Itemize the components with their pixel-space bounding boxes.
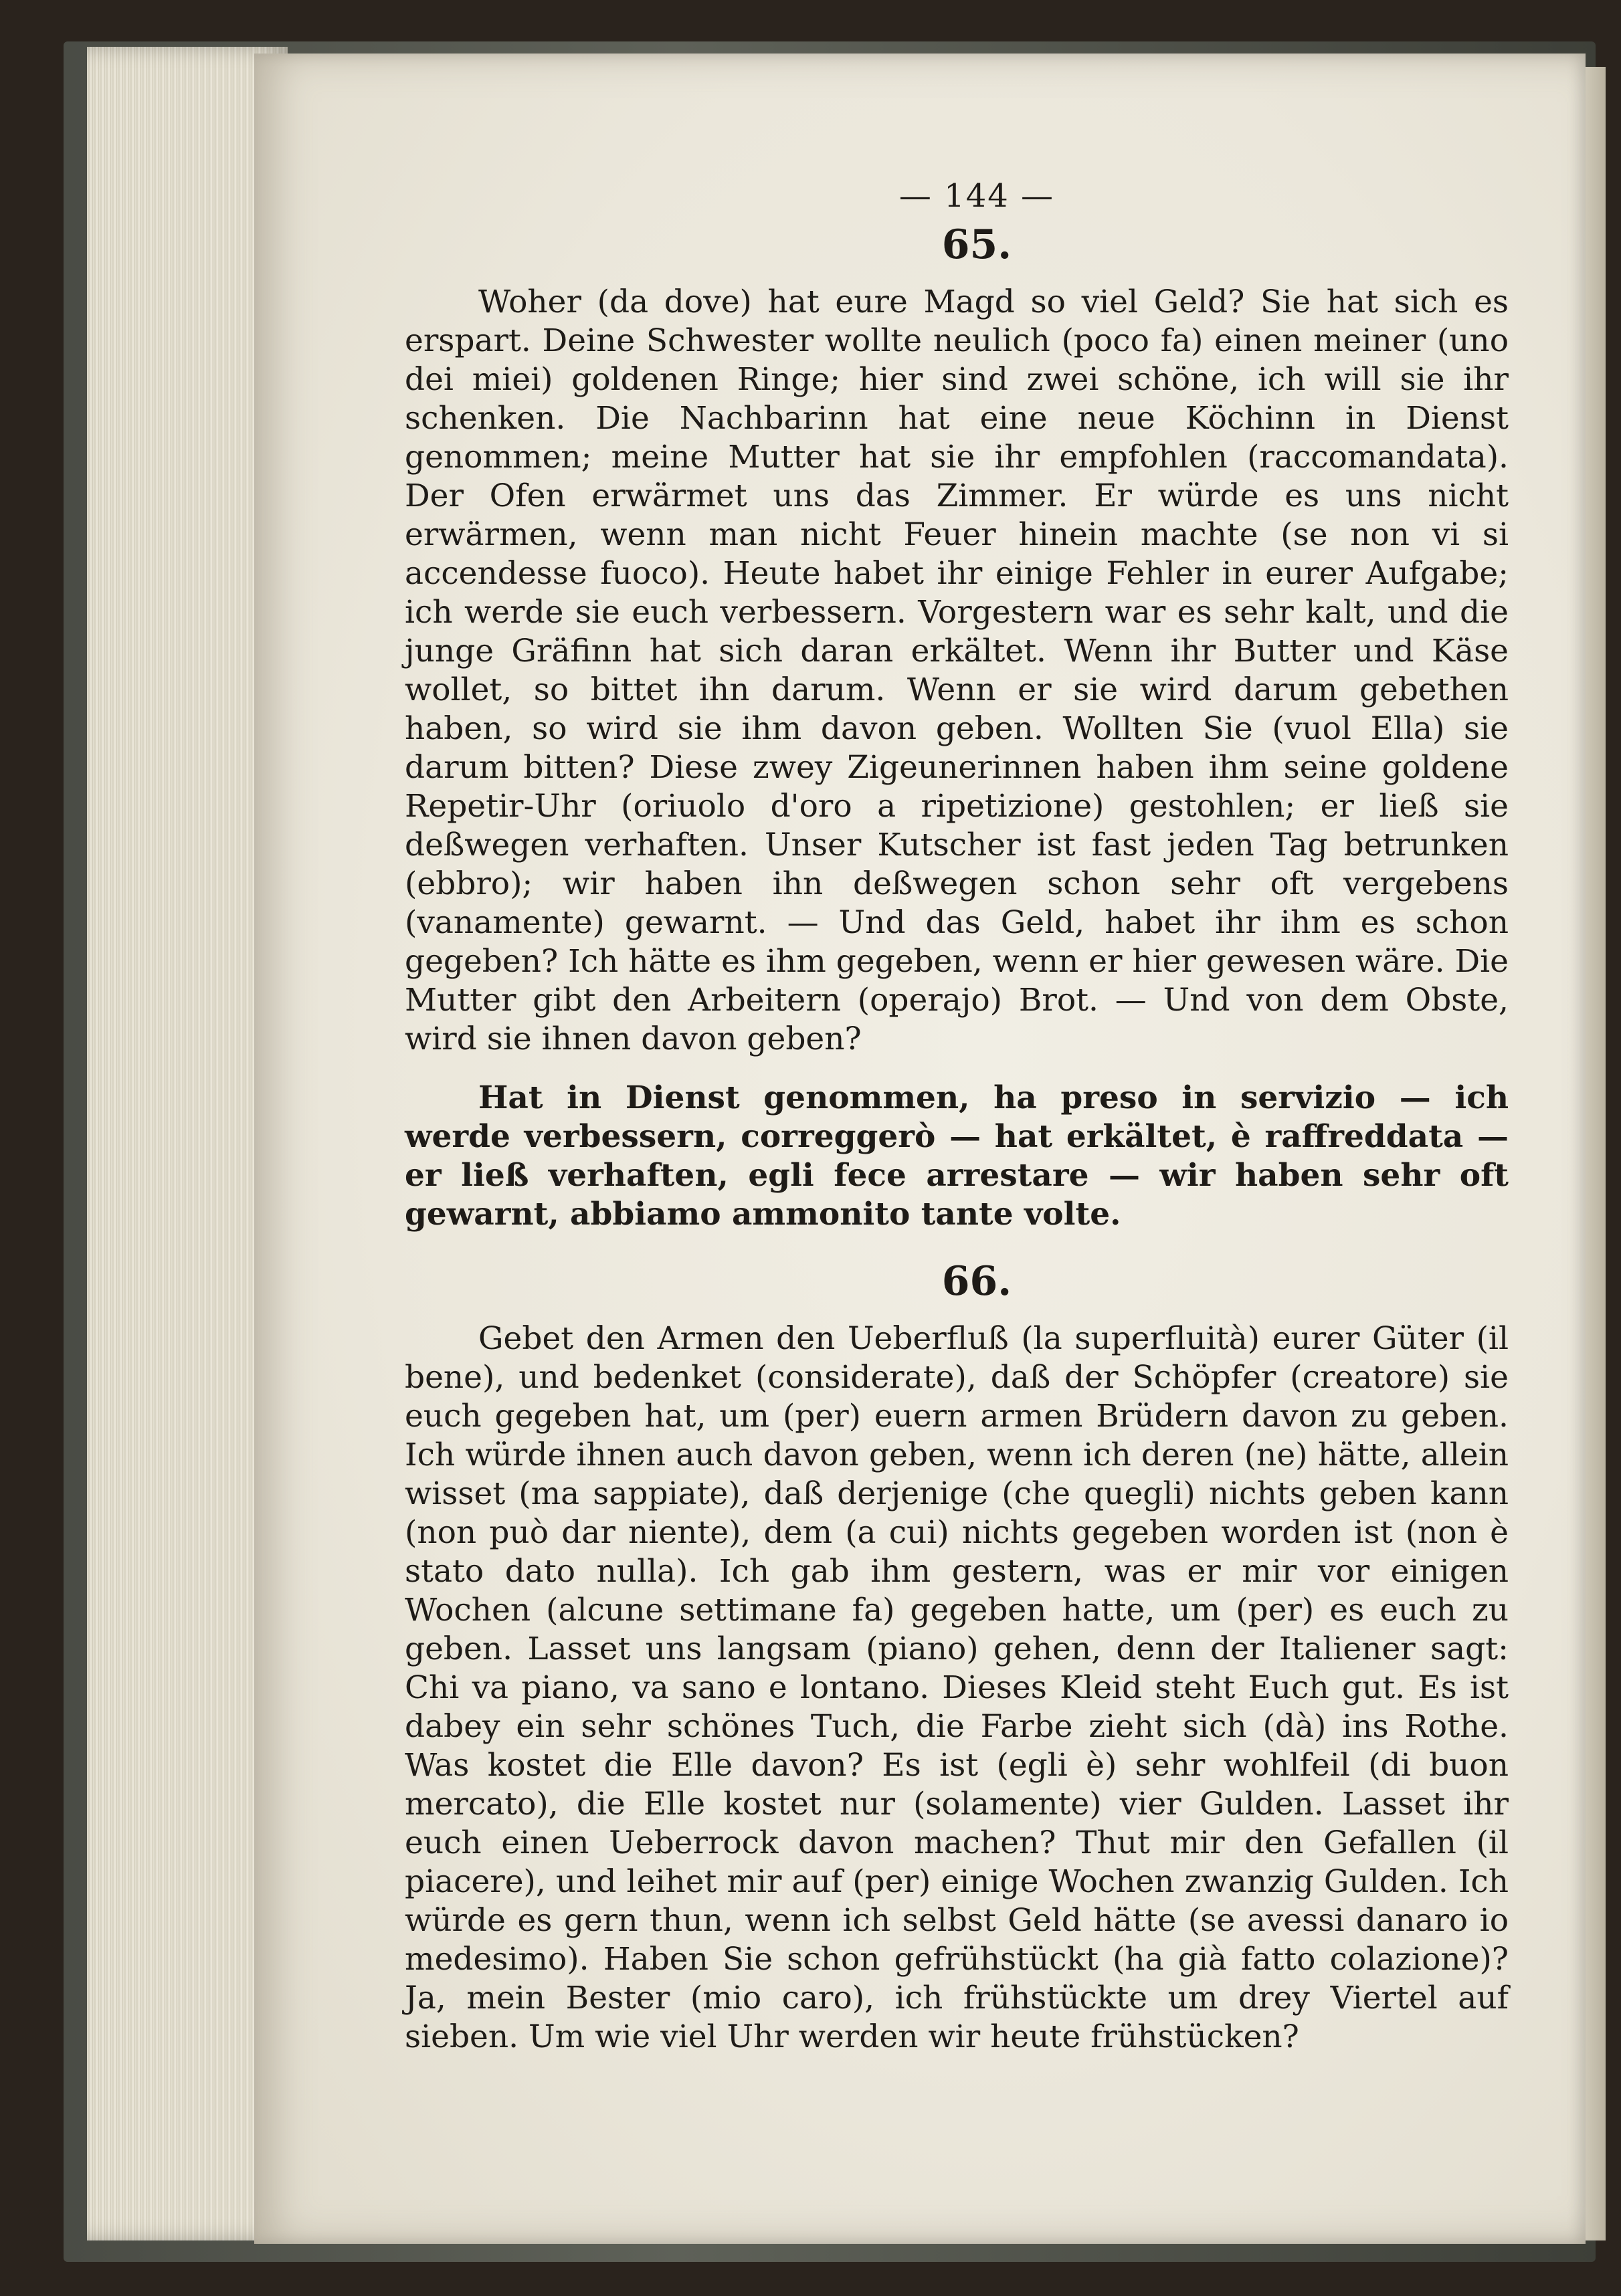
- section-66-paragraph: Gebet den Armen den Ueberfluß (la superfluità) eurer Güter (il bene), und bedenket (considerate), daß der Schöpfer (creatore) sie euch gegeben hat, um (per) euern armen Brüdern davon zu geben. Ich würde ihnen auch davon geben, wenn ich deren (ne) hätte, allein wisset (ma sappiate), daß derjenige (che quegli) nichts geben kann (non può dar niente), dem (a cui) nichts gegeben worden ist (non è stato dato nulla). Ich gab ihm gestern, was er mir vor einigen Wochen (alcune settimane fa) gegeben hatte, um (per) es euch zu geben. Lasset uns langsam (piano) gehen, denn der Italiener sagt: Chi va piano, va sano e lontano. Dieses Kleid steht Euch gut. Es ist dabey ein sehr schönes Tuch, die Farbe zieht sich (dà) ins Rothe. Was kostet die Elle davon? Es ist (egli è) sehr wohlfeil (di buon mercato), die Elle kostet nur (solamente) vier Gulden. Lasset ihr euch einen Ueberrock davon machen? Thut mir den Gefallen (il piacere), und leihet mir auf (per) einige Wochen zwanzig Gulden. Ich würde es gern thun, wenn ich selbst Geld hätte (se avessi danaro io medesimo). Haben Sie schon gefrühstückt (ha già fatto colazione)? Ja, mein Bester (mio caro), ich frühstückte um drey Viertel auf sieben. Um wie viel Uhr werden wir heute frühstücken?: [405, 1320, 1509, 2055]
- section-65-number: 65.: [941, 221, 1012, 268]
- section-65-vocabulary: Hat in Dienst genommen, ha preso in servizio — ich werde verbessern, correggerò — hat erkältet, è raffreddata — er ließ verhaften, egli fece arrestare — wir haben sehr oft gewarnt, abbiamo ammonito tante volte.: [405, 1079, 1509, 1233]
- section-66-number: 66.: [941, 1258, 1012, 1305]
- page-number: — 144 —: [898, 177, 1055, 215]
- section-65-paragraph: Woher (da dove) hat eure Magd so viel Geld? Sie hat sich es erspart. Deine Schwester wollte neulich (poco fa) einen meiner (uno dei miei) goldenen Ringe; hier sind zwei schöne, ich will sie ihr schenken. Die Nachbarinn hat eine neue Köchinn in Dienst genommen; meine Mutter hat sie ihr empfohlen (raccomandata). Der Ofen erwärmet uns das Zimmer. Er würde es uns nicht erwärmen, wenn man nicht Feuer hinein machte (se non vi si accendesse fuoco). Heute habet ihr einige Fehler in eurer Aufgabe; ich werde sie euch verbessern. Vorgestern war es sehr kalt, und die junge Gräfinn hat sich daran erkältet. Wenn ihr Butter und Käse wollet, so bittet ihn darum. Wenn er sie wird darum gebethen haben, so wird sie ihm davon geben. Wollten Sie (vuol Ella) sie darum bitten? Diese zwey Zigeunerinnen haben ihm seine goldene Repetir-Uhr (oriuolo d'oro a ripetizione) gestohlen; er ließ sie deßwegen verhaften. Unser Kutscher ist fast jeden Tag betrunken (ebbro); wir haben ihn deßwegen schon sehr oft vergebens (vanamente) gewarnt. — Und das Geld, habet ihr ihm es schon gegeben? Ich hätte es ihm gegeben, wenn er hier gewesen wäre. Die Mutter gibt den Arbeitern (operajo) Brot. — Und von dem Obste, wird sie ihnen davon geben?: [405, 284, 1509, 1057]
- page-text-block: [405, 177, 1509, 2057]
